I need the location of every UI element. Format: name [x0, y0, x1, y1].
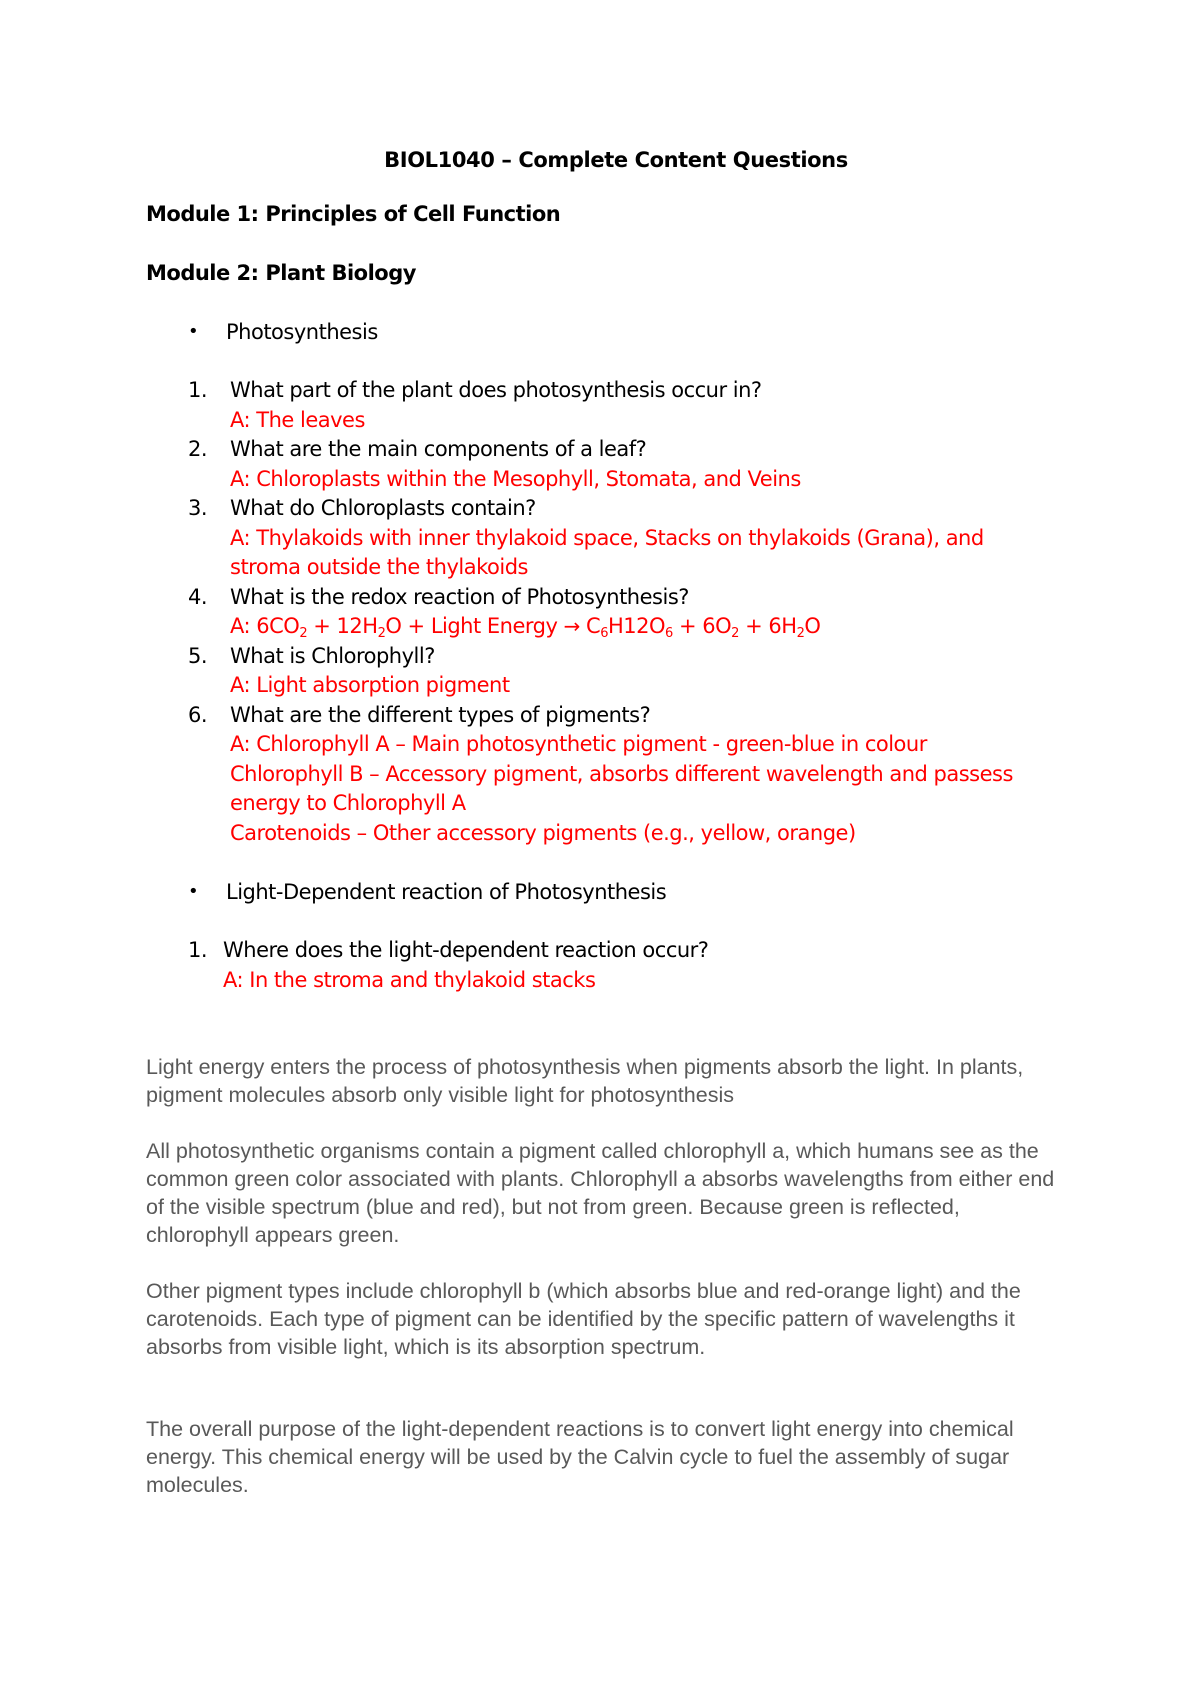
paragraph: The overall purpose of the light-dependent reactions is to convert light energy into chemical energy. This chemical energy will be used by the Calvin cycle to fuel the assembly of sugar molecules.: [146, 1417, 1014, 1497]
paragraph: All photosynthetic organisms contain a pigment called chlorophyll a, which humans see as the common green color associated with plants. Chlorophyll a absorbs wavelengths from either end of the visible spectrum (blue and red), but not from green. Because green is reflected, chlorophyll appears green.: [146, 1139, 1055, 1247]
equation-part: H12O: [608, 614, 666, 638]
question-item: [146, 435, 1086, 494]
arrow-right-icon: →: [563, 614, 580, 638]
section-light-dependent-heading: [146, 877, 1086, 907]
document-content: [146, 145, 1086, 1527]
paragraph: Other pigment types include chlorophyll b (which absorbs blue and red-orange light) and the carotenoids. Each type of pigment can be identified by the specific pattern of wavelengths it absorbs from visible light, which is its absorption spectrum.: [146, 1279, 1021, 1359]
equation-part: + 6H: [738, 614, 797, 638]
question-body: [230, 642, 1050, 701]
question-text: What is Chlorophyll?: [230, 643, 435, 668]
question-body: [223, 936, 1043, 995]
equation-part: A: 6CO: [230, 614, 300, 638]
answer-text: Chlorophyll B – Accessory pigment, absorbs different wavelength and passess energy to Chlorophyll A: [230, 761, 1013, 815]
question-item: [146, 642, 1086, 701]
question-text: What part of the plant does photosynthesis occur in?: [230, 378, 762, 402]
question-text: Where does the light-dependent reaction occur?: [223, 938, 709, 962]
question-number: 6.: [188, 702, 208, 727]
question-item: [146, 494, 1086, 583]
equation-part: + 6O: [672, 614, 732, 638]
question-number: 2.: [188, 437, 208, 461]
question-body: [230, 376, 1050, 435]
question-number: 1.: [188, 378, 208, 402]
equation-subscript: 2: [299, 626, 308, 641]
equation-part: C: [579, 614, 601, 638]
redox-equation: [230, 612, 1050, 642]
question-body: [230, 701, 1050, 849]
equation-subscript: 2: [377, 626, 386, 641]
module-2-heading: Module 2: Plant Biology: [146, 261, 416, 285]
equation-part: O + Light Energy: [385, 614, 564, 638]
equation-subscript: 6: [600, 626, 608, 641]
question-text: What is the redox reaction of Photosynthesis?: [230, 584, 689, 609]
paragraph: Light energy enters the process of photosynthesis when pigments absorb the light. In plants, pigment molecules absorb only visible light for photosynthesis: [146, 1055, 1024, 1107]
answer-text: A: Light absorption pigment: [230, 673, 510, 697]
question-text: What are the different types of pigments?: [230, 702, 651, 727]
module-1-heading: Module 1: Principles of Cell Function: [146, 202, 561, 226]
question-item: [146, 376, 1086, 435]
question-text: What do Chloroplasts contain?: [230, 496, 536, 520]
answer-text: A: The leaves: [230, 407, 365, 432]
answer-text: A: Thylakoids with inner thylakoid space, Stacks on thylakoids (Grana), and stroma outside the thylakoids: [230, 525, 984, 579]
equation-subscript: 2: [731, 626, 739, 641]
question-number: 3.: [188, 496, 208, 520]
question-body: [230, 494, 1050, 583]
question-item: [146, 701, 1086, 849]
question-body: [230, 435, 1050, 494]
equation-subscript: 6: [665, 626, 673, 641]
answer-text: A: Chlorophyll A – Main photosynthetic pigment - green-blue in colour: [230, 732, 927, 756]
answer-text: Carotenoids – Other accessory pigments (e.g., yellow, orange): [230, 820, 856, 845]
question-number: 5.: [188, 643, 208, 668]
question-item: [146, 936, 1086, 995]
question-body: [230, 583, 1050, 642]
document-title: BIOL1040 – Complete Content Questions: [384, 148, 848, 172]
answer-text: A: In the stroma and thylakoid stacks: [223, 967, 596, 992]
question-number: 1.: [188, 938, 208, 962]
photosynthesis-question-list: [146, 376, 1086, 848]
equation-part: O: [804, 614, 821, 638]
equation-part: + 12H: [307, 614, 378, 638]
bullet-icon: •: [188, 881, 199, 902]
section-title: Light-Dependent reaction of Photosynthesis: [226, 880, 667, 904]
bullet-icon: •: [188, 321, 199, 342]
question-item: [146, 583, 1086, 642]
section-title: Photosynthesis: [226, 320, 378, 344]
section-photosynthesis-heading: [146, 317, 1086, 347]
light-dependent-question-list: [146, 936, 1086, 995]
question-number: 4.: [188, 584, 208, 609]
question-text: What are the main components of a leaf?: [230, 437, 647, 461]
answer-text: A: Chloroplasts within the Mesophyll, Stomata, and Veins: [230, 466, 801, 491]
equation-subscript: 2: [796, 626, 805, 641]
